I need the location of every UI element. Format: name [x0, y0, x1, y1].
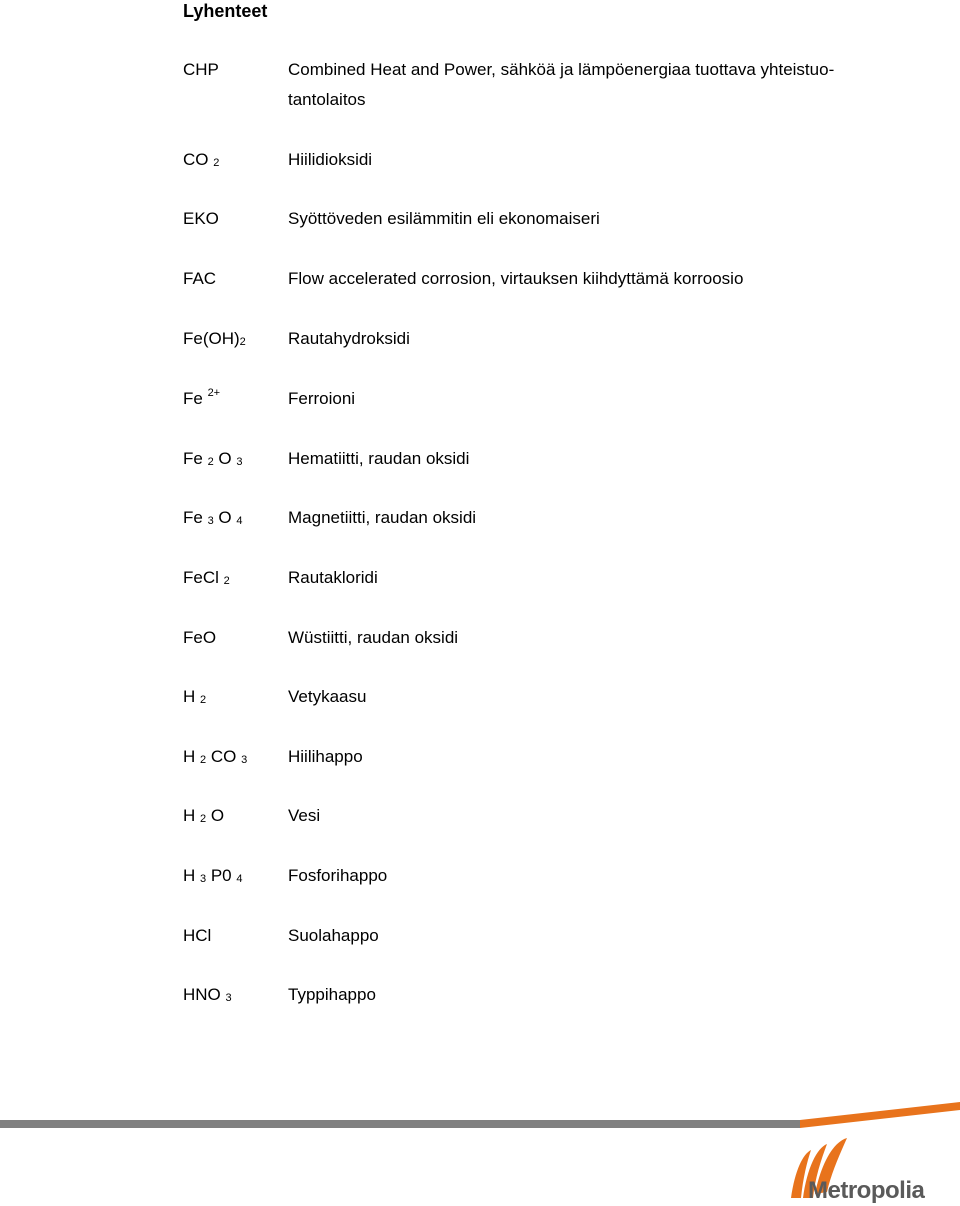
term-part: Fe [183, 449, 208, 468]
abbreviation-description: Fosforihappo [288, 866, 388, 885]
term-part: H [183, 747, 200, 766]
abbreviation-description: Flow accelerated corrosion, virtauksen kiihdyttämä korroosio [288, 269, 744, 288]
abbreviation-description: Hiilidioksidi [288, 150, 373, 169]
term-part: 3 [236, 456, 243, 468]
abbreviation-term [183, 444, 242, 474]
term-part: FAC [183, 269, 217, 288]
term-part: 3 [200, 873, 207, 885]
term-part: FeO [183, 628, 217, 647]
term-part: 2+ [207, 387, 221, 399]
logo-wordmark: Metropolia [808, 1177, 925, 1204]
term-part: H [183, 866, 200, 885]
abbreviation-term [183, 324, 246, 354]
term-part: H [183, 687, 200, 706]
term-part: 2 [200, 813, 207, 825]
abbreviation-description: Rautahydroksidi [288, 329, 410, 348]
page-title: Lyhenteet [183, 1, 268, 21]
term-part: 2 [207, 456, 214, 468]
abbreviation-term [183, 742, 247, 772]
term-part: Fe [183, 508, 208, 527]
abbreviation-term [183, 264, 216, 294]
term-part: P0 [206, 866, 237, 885]
term-part: CO [183, 150, 214, 169]
term-part: O [206, 806, 225, 825]
term-part: FeCl [183, 568, 224, 587]
term-part: 2 [223, 575, 230, 587]
abbreviation-description: Ferroioni [288, 389, 356, 408]
term-part: 2 [200, 694, 207, 706]
abbreviation-term [183, 384, 220, 414]
abbreviation-description: Vetykaasu [288, 687, 367, 706]
term-part: Fe [183, 389, 208, 408]
term-part: 4 [236, 515, 243, 527]
abbreviation-term [183, 801, 224, 831]
abbreviation-term [183, 980, 232, 1010]
abbreviation-description: Magnetiitti, raudan oksidi [288, 508, 477, 527]
term-part: HNO [183, 985, 226, 1004]
term-part: EKO [183, 209, 219, 228]
term-part: 2 [200, 754, 207, 766]
abbreviation-term [183, 503, 242, 533]
term-part: 2 [239, 336, 246, 348]
term-part: 3 [225, 992, 232, 1004]
term-part: 3 [241, 754, 248, 766]
abbreviation-description: Hiilihappo [288, 747, 363, 766]
term-part: HCl [183, 926, 212, 945]
abbreviation-term [183, 55, 219, 85]
footer-gray-stripe [0, 1120, 800, 1128]
abbreviation-description: Typpihappo [288, 985, 376, 1004]
abbreviation-description: Rautakloridi [288, 568, 378, 587]
term-part: CHP [183, 60, 219, 79]
abbreviation-term [183, 861, 243, 891]
abbreviation-description: Suolahappo [288, 926, 379, 945]
term-part: Fe(OH) [183, 329, 240, 348]
abbreviation-term [183, 145, 219, 175]
term-part: 4 [236, 873, 243, 885]
abbreviation-term [183, 623, 216, 653]
term-part: 3 [207, 515, 214, 527]
footer-orange-stripe [800, 1102, 960, 1128]
abbreviation-term [183, 921, 211, 951]
abbreviation-description: Hematiitti, raudan oksidi [288, 449, 470, 468]
term-part: O [213, 449, 237, 468]
term-part: O [213, 508, 237, 527]
abbreviation-term [183, 563, 230, 593]
abbreviation-description: Syöttöveden esilämmitin eli ekonomaiseri [288, 209, 600, 228]
term-part: CO [206, 747, 242, 766]
abbreviation-description: Combined Heat and Power, sähköä ja lämpöenergiaa tuottava yhteistuo-tantolaitos [288, 60, 835, 109]
term-part: 2 [213, 157, 220, 169]
term-part: H [183, 806, 200, 825]
abbreviation-description: Wüstiitti, raudan oksidi [288, 628, 459, 647]
abbreviation-term [183, 204, 219, 234]
abbreviation-description: Vesi [288, 806, 321, 825]
abbreviation-term [183, 682, 206, 712]
